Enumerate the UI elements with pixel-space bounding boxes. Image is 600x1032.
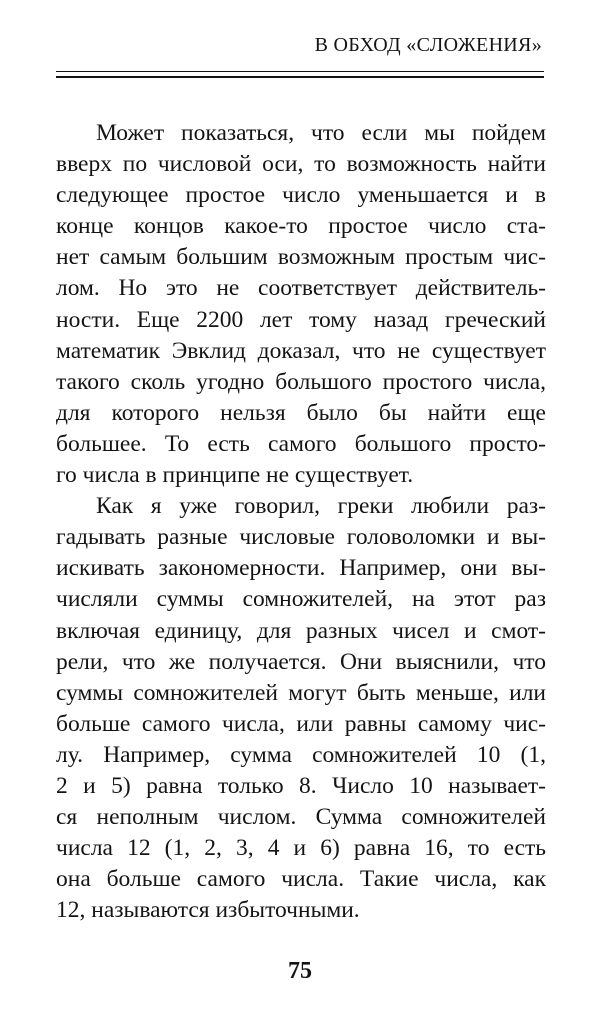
paragraph <box>56 491 546 926</box>
body-text <box>56 118 546 926</box>
text-line: математик Эвклид доказал, что не существует <box>56 337 546 364</box>
text-line: искивать закономерности. Например, они вы- <box>56 555 546 582</box>
text-line: большее. То есть самого большого просто- <box>56 430 546 457</box>
text-line: числа 12 (1, 2, 3, 4 и 6) равна 16, то есть <box>56 835 546 862</box>
text-line: числяли суммы сомножителей, на этот раз <box>56 586 546 613</box>
text-line: Может показаться, что если мы пойдем <box>96 120 546 146</box>
text-line: больше самого числа, или равны самому чис- <box>56 710 546 737</box>
text-line: нет самым большим возможным простым чис- <box>56 244 546 271</box>
text-line: включая единицу, для разных чисел и смот- <box>56 617 546 644</box>
running-head: В ОБХОД «СЛОЖЕНИЯ» <box>314 34 542 56</box>
text-line: лом. Но это не соответствует действитель- <box>56 275 546 302</box>
page-number: 75 <box>288 958 312 984</box>
text-line: ся неполным числом. Сумма сомножителей <box>56 804 546 831</box>
text-line: такого сколь угодно большого простого числа, <box>56 368 546 395</box>
paragraph <box>56 118 546 491</box>
text-line: Как я уже говорил, греки любили раз- <box>96 493 546 520</box>
text-line: следующее простое число уменьшается и в <box>56 182 546 209</box>
text-line: она больше самого числа. Такие числа, как <box>56 866 546 893</box>
text-line: 12, называются избыточными. <box>56 897 360 924</box>
header-rule-thin <box>56 71 544 72</box>
text-line: гадывать разные числовые головоломки и вы- <box>56 524 546 551</box>
text-line: конце концов какое-то простое число ста- <box>56 213 546 240</box>
text-line: рели, что же получается. Они выяснили, что <box>56 648 546 675</box>
text-line: 2 и 5) равна только 8. Число 10 называет- <box>56 772 546 799</box>
text-line: лу. Например, сумма сомножителей 10 (1, <box>56 741 546 768</box>
header-rule-thick <box>56 76 544 78</box>
text-line: ности. Еще 2200 лет тому назад греческий <box>56 306 546 333</box>
text-line: суммы сомножителей могут быть меньше, или <box>56 679 546 706</box>
text-line: для которого нельзя было бы найти еще <box>56 399 546 426</box>
text-line: го числа в принципе не существует. <box>56 462 414 489</box>
text-line: вверх по числовой оси, то возможность найти <box>56 151 546 178</box>
